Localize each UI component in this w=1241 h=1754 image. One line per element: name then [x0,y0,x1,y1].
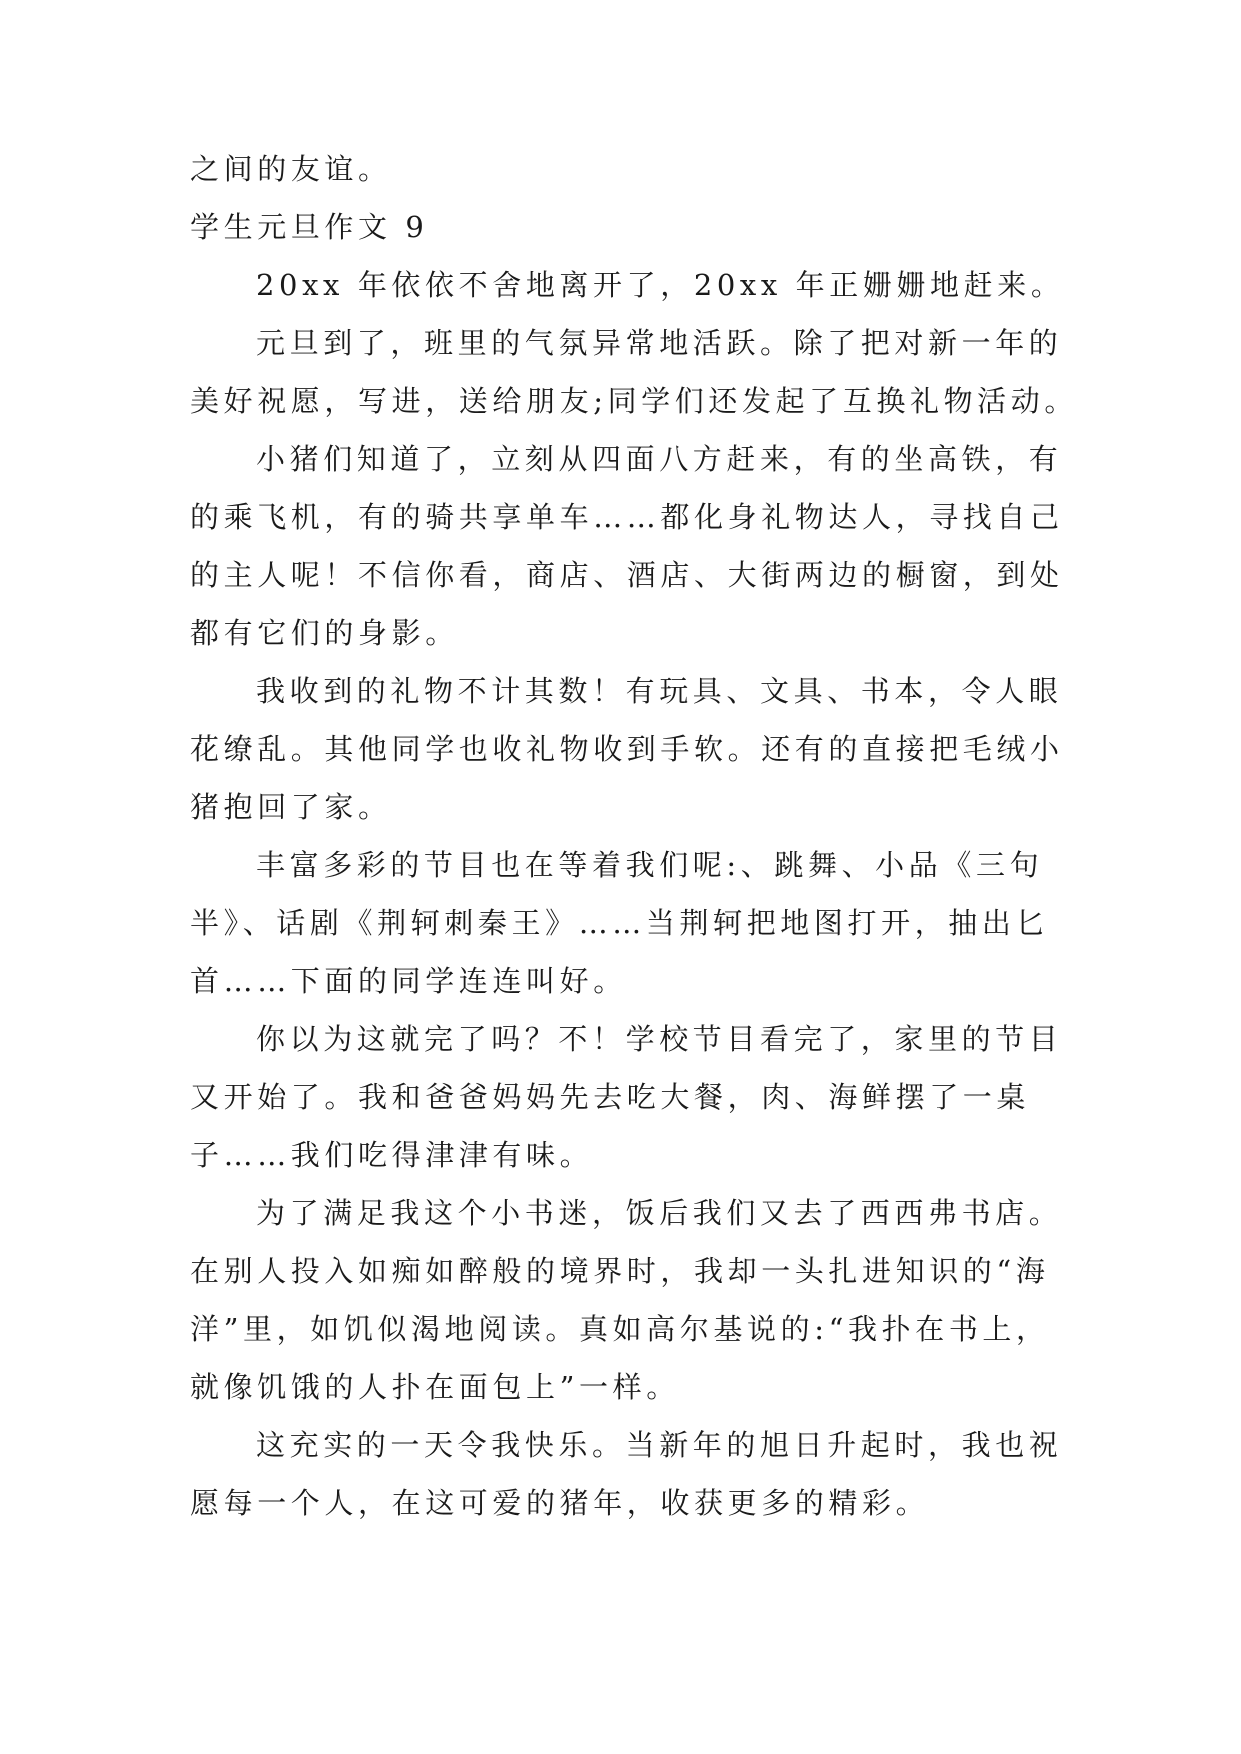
paragraph-start-line: 这充实的一天令我快乐。当新年的旭日升起时，我也祝 [256,1428,1063,1462]
document-body [190,140,1078,1532]
text-line: 又开始了。我和爸爸妈妈先去吃大餐，肉、海鲜摆了一桌 [190,1080,1031,1114]
text-line: 首……下面的同学连连叫好。 [190,964,627,998]
paragraph-start-line: 元旦到了，班里的气氛异常地活跃。除了把对新一年的 [256,326,1063,360]
text-line: 在别人投入如痴如醉般的境界时，我却一头扎进知识的“海 [190,1254,1050,1288]
text-line: 的乘飞机，有的骑共享单车……都化身礼物达人，寻找自己 [190,500,1064,534]
text-line: 就像饥饿的人扑在面包上”一样。 [190,1370,680,1404]
text-line: 都有它们的身影。 [190,616,459,650]
paragraph-start-line: 为了满足我这个小书迷，饭后我们又去了西西弗书店。 [256,1196,1063,1230]
essay-title: 学生元旦作文 9 [190,210,429,244]
paragraph-start-line: 你以为这就完了吗？不！学校节目看完了，家里的节目 [256,1022,1063,1056]
text-line: 猪抱回了家。 [190,790,392,824]
text-line: 之间的友谊。 [190,152,392,186]
text-line: 半》、话剧《荆轲刺秦王》……当荆轲把地图打开，抽出匕 [190,906,1050,940]
paragraph-start-line: 丰富多彩的节目也在等着我们呢:、跳舞、小品《三句 [256,848,1044,882]
text-line: 子……我们吃得津津有味。 [190,1138,594,1172]
paragraph-start-line: 20xx 年依依不舍地离开了，20xx 年正姗姗地赶来。 [256,268,1065,302]
paragraph-start-line: 我收到的礼物不计其数！有玩具、文具、书本，令人眼 [256,674,1063,708]
text-line: 美好祝愿，写进，送给朋友;同学们还发起了互换礼物活动。 [190,384,1078,418]
paragraph-start-line: 小猪们知道了，立刻从四面八方赶来，有的坐高铁，有 [256,442,1063,476]
text-line: 愿每一个人，在这可爱的猪年，收获更多的精彩。 [190,1486,930,1520]
text-line: 洋”里，如饥似渴地阅读。真如高尔基说的:“我扑在书上， [190,1312,1050,1346]
text-line: 的主人呢！不信你看，商店、酒店、大街两边的橱窗，到处 [190,558,1064,592]
text-line: 花缭乱。其他同学也收礼物收到手软。还有的直接把毛绒小 [190,732,1064,766]
